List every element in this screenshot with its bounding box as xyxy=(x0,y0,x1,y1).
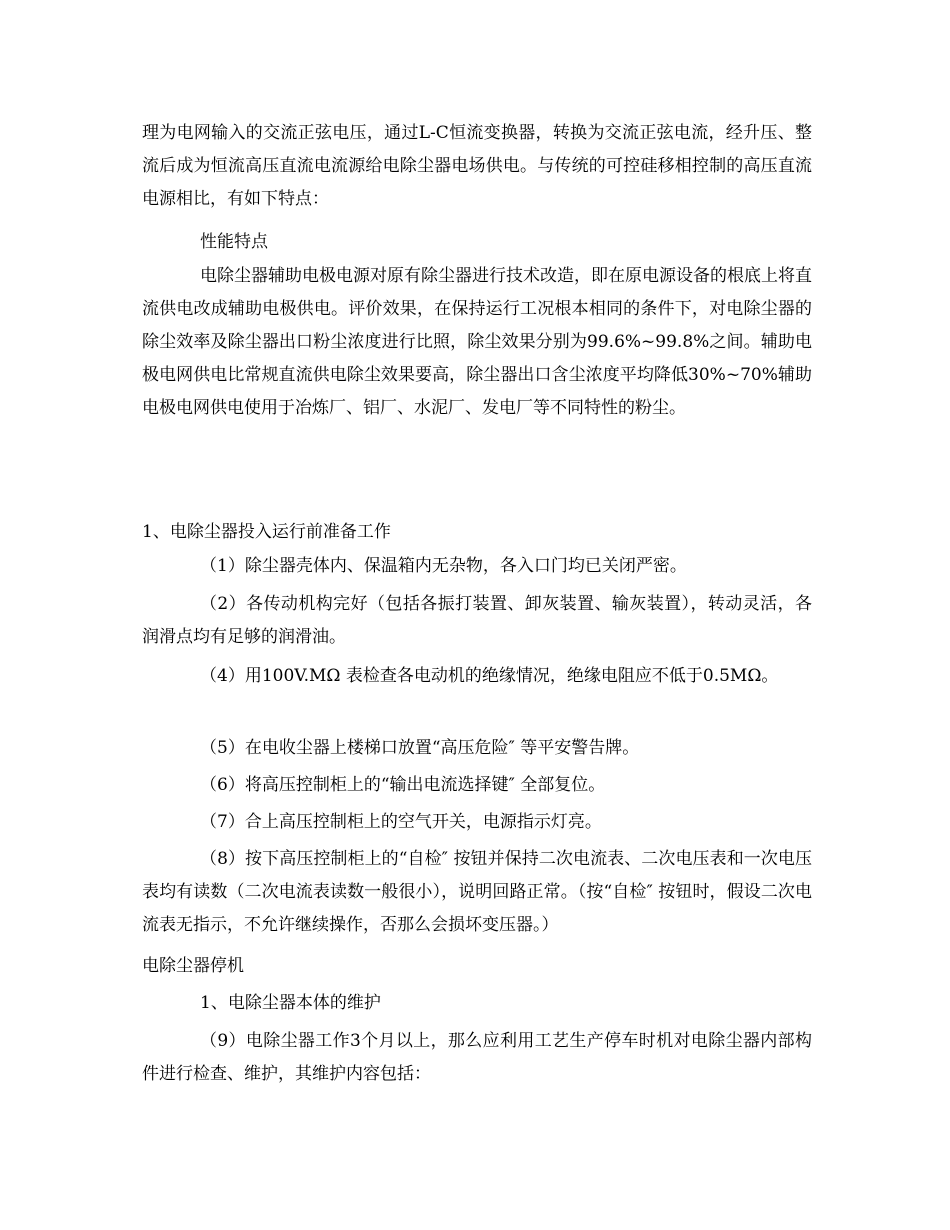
heading-section1: 1、电除尘器投入运行前准备工作 xyxy=(142,522,391,542)
heading-maintenance: 1、电除尘器本体的维护 xyxy=(200,993,381,1013)
list-item-7: （7）合上高压控制柜上的空气开关，电源指示灯亮。 xyxy=(200,812,602,832)
heading-performance: 性能特点 xyxy=(200,232,268,252)
list-item-9: （9）电除尘器工作3个月以上，那么应利用工艺生产停车时机对电除尘器内部构件进行检查、维护，其维护内容包括： xyxy=(142,1031,812,1084)
list-item-8: （8）按下高压控制柜上的“自检″ 按钮并保持二次电流表、二次电压表和一次电压表均有读数（二次电流表读数一般很小），说明回路正常。（按“自检″ 按钮时，假设二次电流表无指示，不允许继续操作，否那么会损坏变压器。） xyxy=(142,849,812,935)
list-item-5: （5）在电收尘器上楼梯口放置“高压危险″ 等平安警告牌。 xyxy=(200,738,640,758)
list-item-2: （2）各传动机构完好（包括各振打装置、卸灰装置、输灰装置），转动灵活，各润滑点均有足够的润滑油。 xyxy=(142,594,812,647)
list-item-6: （6）将高压控制柜上的“输出电流选择键″ 全部复位。 xyxy=(200,775,606,795)
list-item-4: （4）用100V.MΩ 表检查各电动机的绝缘情况，绝缘电阻应不低于0.5MΩ。 xyxy=(200,666,779,686)
list-item-1: （1）除尘器壳体内、保温箱内无杂物，各入口门均已关闭严密。 xyxy=(200,556,687,576)
paragraph-performance: 电除尘器辅助电极电源对原有除尘器进行技术改造，即在原电源设备的根底上将直流供电改成辅助电极供电。评价效果，在保持运行工况根本相同的条件下，对电除尘器的除尘效率及除尘器出口粉尘浓度进行比照，除尘效果分别为99.6%~99.8%之间。辅助电极电网供电比常规直流供电除尘效果要高，除尘器出口含尘浓度平均降低30%~70%辅助电极电网供电使用于冶炼厂、铝厂、水泥厂、发电厂等不同特性的粉尘。 xyxy=(142,266,812,418)
heading-stop: 电除尘器停机 xyxy=(142,956,244,976)
paragraph-intro-continuation: 理为电网输入的交流正弦电压，通过L-C恒流变换器，转换为交流正弦电流，经升压、整流后成为恒流高压直流电流源给电除尘器电场供电。与传统的可控硅移相控制的高压直流电源相比，有如下特点： xyxy=(142,123,812,209)
